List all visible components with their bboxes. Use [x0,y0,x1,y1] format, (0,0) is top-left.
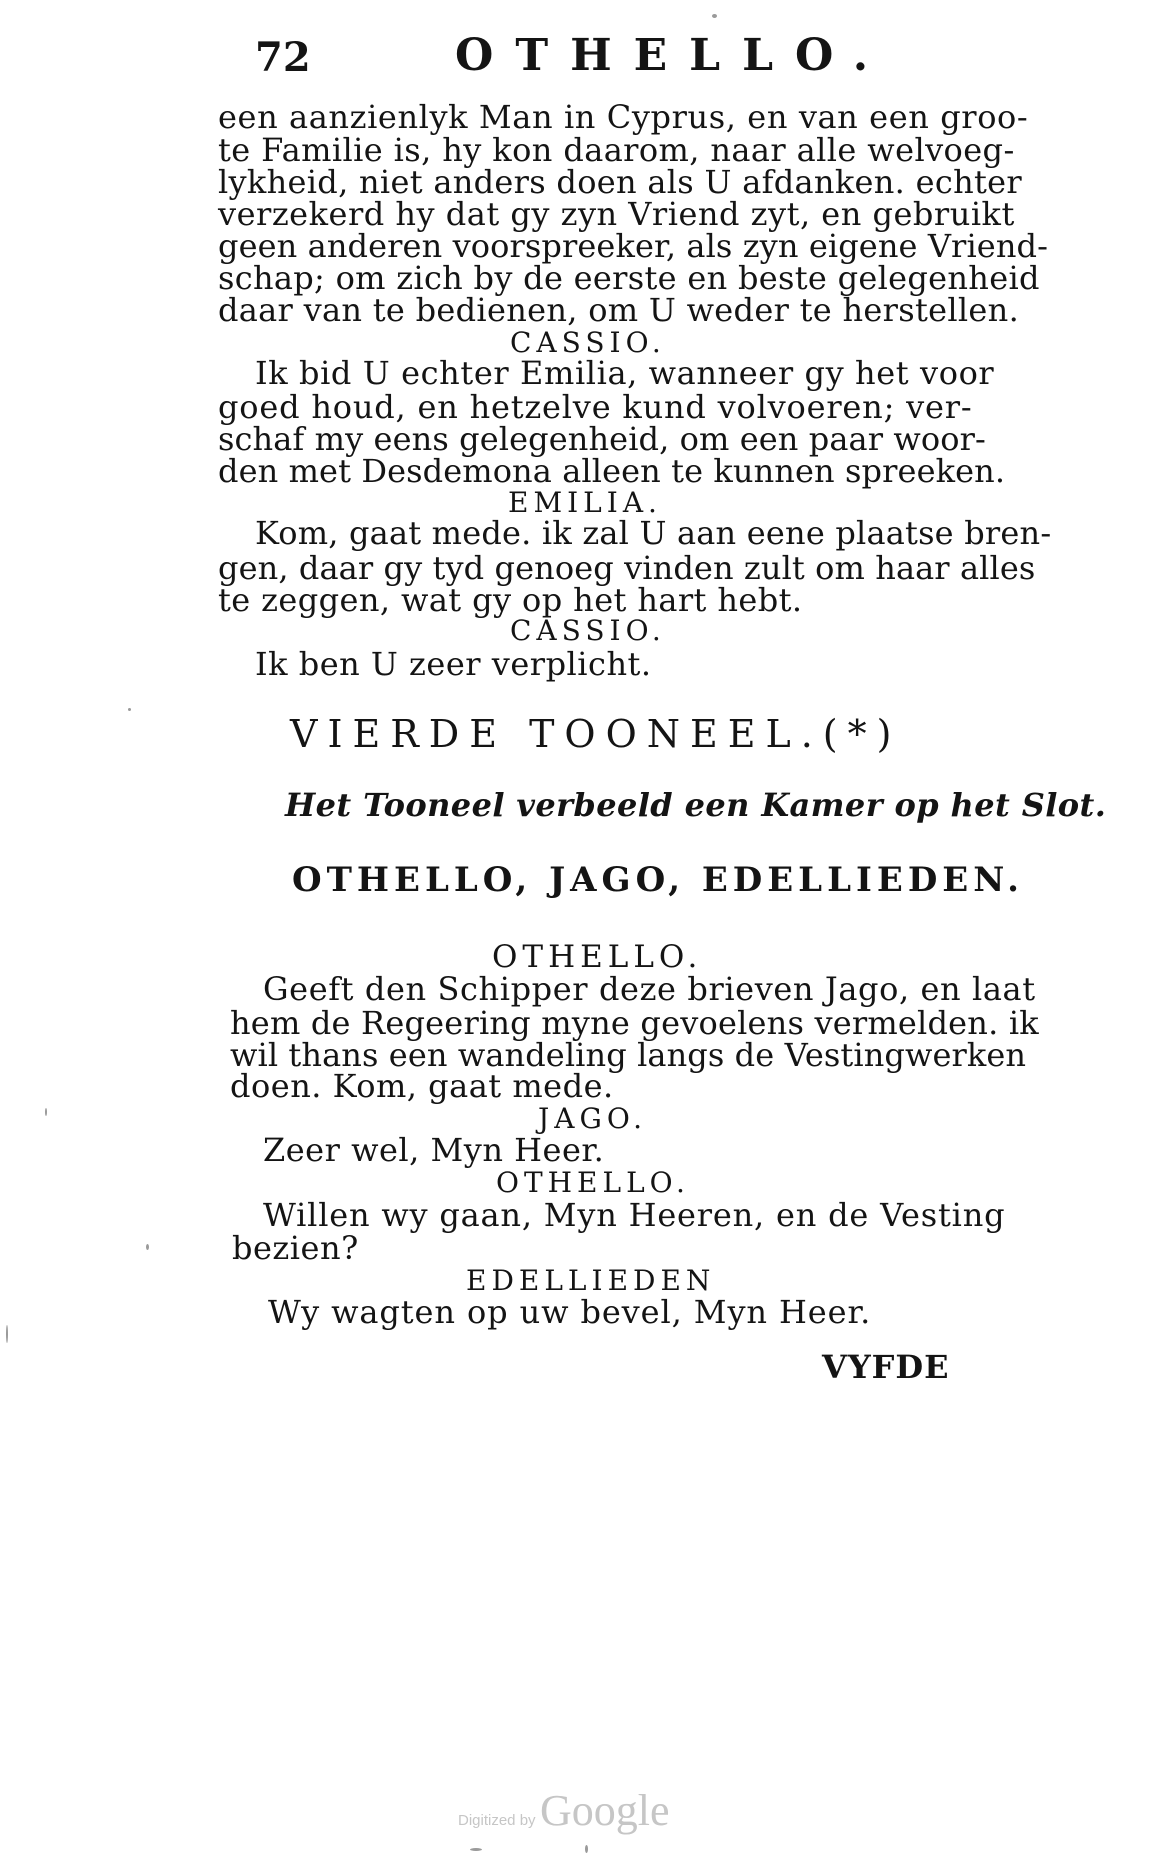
speaker-name: EMILIA. [508,486,662,519]
text-line: Willen wy gaan, Myn Heeren, en de Vesting [263,1196,1006,1234]
text-line: een aanzienlyk Man in Cyprus, en van een groo- [218,98,1029,136]
speaker-name: CASSIO. [510,326,666,359]
text-line: doen. Kom, gaat mede. [230,1067,614,1105]
text-line: Wy wagten op uw bevel, Myn Heer. [268,1293,872,1331]
text-line: Zeer wel, Myn Heer. [263,1131,605,1169]
speaker-name: CASSIO. [510,614,666,647]
text-line: gen, daar gy tyd genoeg vinden zult om haar alles [218,549,1036,587]
text-line: Geeft den Schipper deze brieven Jago, en laat [263,970,1036,1008]
catchword: VYFDE [822,1348,950,1386]
text-line: hem de Regeering myne gevoelens vermelden. ik [230,1004,1039,1042]
text-line: Kom, gaat mede. ik zal U aan eene plaatse bren- [255,514,1052,552]
text-line: geen anderen voorspreeker, als zyn eigene Vriend- [218,227,1049,265]
text-line: te Familie is, hy kon daarom, naar alle welvoeg- [218,131,1015,169]
text-line: lykheid, niet anders doen als U afdanken. echter [218,163,1022,201]
text-line: schap; om zich by de eerste en beste gelegenheid [218,259,1040,297]
speaker-name: OTHELLO. [496,1166,690,1199]
speaker-name: JAGO. [538,1102,648,1135]
scene-description: Het Tooneel verbeeld een Kamer op het Slot. [285,786,1107,824]
speaker-name: OTHELLO. [492,939,703,975]
text-line: Ik ben U zeer verplicht. [255,645,652,683]
scan-speck [146,1244,149,1250]
page-number: 72 [255,34,311,81]
text-line: schaf my eens gelegenheid, om een paar woor- [218,420,986,458]
text-line: wil thans een wandeling langs de Vestingwerken [230,1036,1027,1074]
text-line: daar van te bedienen, om U weder te herstellen. [218,291,1020,329]
character-list: OTHELLO, JAGO, EDELLIEDEN. [292,860,1024,900]
scan-speck [470,1848,482,1851]
text-line: bezien? [232,1229,359,1267]
text-line: te zeggen, wat gy op het hart hebt. [218,581,803,619]
digitized-watermark [458,1785,670,1836]
page-header [255,30,935,90]
watermark-prefix: Digitized by [458,1812,536,1829]
running-title: OTHELLO. [455,30,891,81]
scene-title: VIERDE TOONEEL.(*) [290,712,902,756]
scan-speck [45,1108,47,1116]
scan-speck [712,14,717,18]
google-logo: Google [540,1786,670,1835]
text-line: den met Desdemona alleen te kunnen spreeken. [218,452,1006,490]
text-line: verzekerd hy dat gy zyn Vriend zyt, en gebruikt [218,195,1015,233]
speaker-name: EDELLIEDEN [466,1264,716,1297]
scan-speck [585,1845,588,1853]
text-line: Ik bid U echter Emilia, wanneer gy het voor [255,354,995,392]
scan-speck [128,708,131,711]
scan-speck [6,1325,8,1343]
text-line: goed houd, en hetzelve kund volvoeren; ver- [218,388,973,426]
